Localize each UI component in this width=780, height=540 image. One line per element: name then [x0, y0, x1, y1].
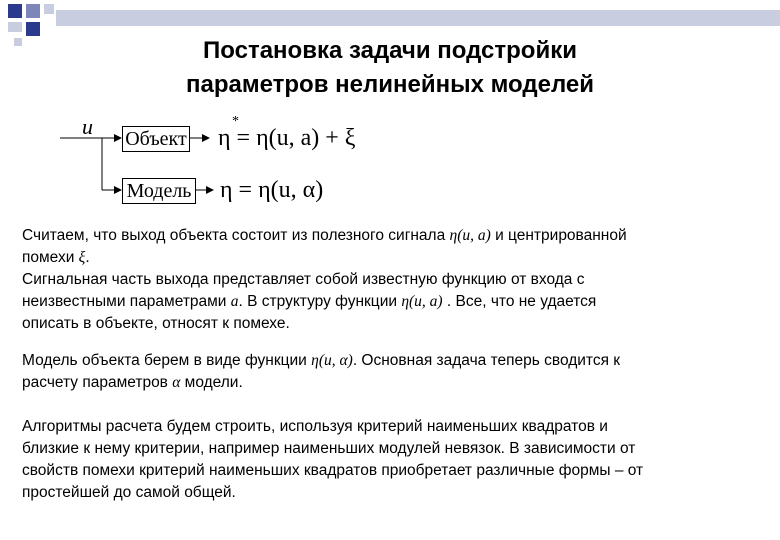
math-expression: η(u, α): [311, 352, 353, 369]
math-expression: α: [172, 374, 181, 391]
corner-square: [8, 4, 22, 18]
model-box: Модель: [122, 178, 196, 204]
paragraph-1: [22, 225, 762, 335]
text-line: [22, 372, 762, 394]
math-expression: η(u, a): [401, 293, 443, 310]
object-box: Объект: [122, 126, 190, 152]
text-line: близкие к нему критерии, например наименьших модулей невязок. В зависимости от: [22, 440, 636, 457]
title-line-1: Постановка задачи подстройки: [203, 37, 577, 64]
text: расчету параметров: [22, 374, 173, 391]
text-line: простейшей до самой общей.: [22, 484, 236, 501]
paragraph-3: [22, 416, 762, 504]
text: .: [85, 249, 90, 266]
math-expression: ξ: [78, 249, 86, 266]
text: и центрированной: [490, 227, 627, 244]
input-label: u: [82, 114, 93, 139]
text: Считаем, что выход объекта состоит из полезного сигнала: [22, 227, 450, 244]
text-line: [22, 225, 762, 247]
corner-square: [14, 38, 22, 46]
page-title: [120, 34, 660, 102]
corner-square: [44, 4, 54, 14]
text: помехи: [22, 249, 79, 266]
text: . Все, что не удается: [442, 293, 597, 310]
model-equation: η = η(u, α): [220, 177, 324, 203]
corner-square: [26, 4, 40, 18]
math-expression: η(u, a): [449, 227, 491, 244]
block-diagram: [60, 116, 440, 216]
paragraph-2: [22, 350, 762, 394]
text-line: Сигнальная часть выхода представляет собой известную функцию от входа с: [22, 271, 585, 288]
object-equation: η = η(u, a) + ξ: [218, 125, 356, 151]
text-line: описать в объекте, относят к помехе.: [22, 315, 290, 332]
corner-square: [26, 22, 40, 36]
text-line: свойств помехи критерий наименьших квадратов приобретает различные формы – от: [22, 462, 644, 479]
corner-square: [8, 22, 22, 32]
math-expression: a: [230, 293, 239, 310]
text: модели.: [180, 374, 243, 391]
title-line-2: параметров нелинейных моделей: [186, 71, 594, 98]
text-line: [22, 350, 762, 372]
text-line: [22, 291, 762, 313]
text: . В структуру функции: [238, 293, 402, 310]
object-output-star: *: [232, 114, 239, 129]
text: неизвестными параметрами: [22, 293, 231, 310]
top-stripe: [56, 10, 780, 26]
text: Модель объекта берем в виде функции: [22, 352, 312, 369]
text: . Основная задача теперь сводится к: [352, 352, 621, 369]
text-line: Алгоритмы расчета будем строить, используя критерий наименьших квадратов и: [22, 418, 608, 435]
text-line: [22, 247, 762, 269]
